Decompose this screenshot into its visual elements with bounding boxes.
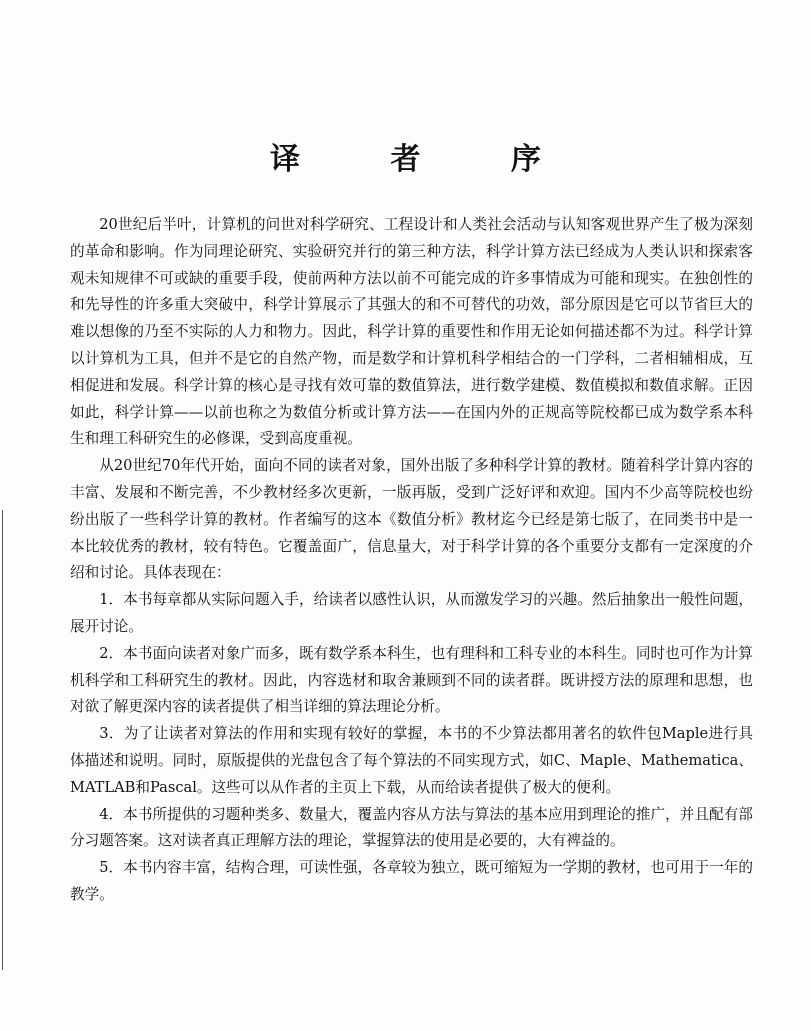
list-item-5: 5．本书内容丰富，结构合理，可读性强，各章较为独立，既可缩短为一学期的教材，也可用于一年的教学。	[70, 859, 753, 903]
paragraph: 20世纪后半叶，计算机的问世对科学研究、工程设计和人类社会活动与认知客观世界产生了极为深刻的革命和影响。作为同理论研究、实验研究并行的第三种方法，科学计算方法已经成为人类认识和探索客观未知规律不可或缺的重要手段，使前两种方法以前不可能完成的许多事情成为可能和现实。在独创性的和先导性的许多重大突破中，科学计算展示了其强大的和不可替代的功效，部分原因是它可以节省巨大的难以想像的乃至不实际的人力和物力。因此，科学计算的重要性和作用无论如何描述都不为过。科学计算以计算机为工具，但并不是它的自然产物，而是数学和计算机科学相结合的一门学科，二者相辅相成，互相促进和发展。科学计算的核心是寻找有效可靠的数值算法，进行数学建模、数值模拟和数值求解。正因如此，科学计算——以前也称之为数值分析或计算方法——在国内外的正规高等院校都已成为数学系本科生和理工科研究生的必修课，受到高度重视。	[70, 216, 753, 448]
list-item-2: 2．本书面向读者对象广而多，既有数学系本科生，也有理科和工科专业的本科生。同时也可作为计算机科学和工科研究生的教材。因此，内容选材和取舍兼顾到不同的读者群。既讲授方法的原理和思想，也对欲了解更深内容的读者提供了相当详细的算法理论分析。	[70, 644, 753, 716]
list-item-1: 1．本书每章都从实际问题入手，给读者以感性认识，从而激发学习的兴趣。然后抽象出一般性问题，展开讨论。	[70, 591, 753, 635]
page-title: 译 者 序	[270, 142, 581, 177]
list-item-4: 4．本书所提供的习题种类多、数量大，覆盖内容从方法与算法的基本应用到理论的推广，并且配有部分习题答案。这对读者真正理解方法的理论，掌握算法的使用是必要的，大有裨益的。	[70, 805, 753, 850]
scan-edge-line	[2, 510, 3, 970]
list-item-3: 3．为了让读者对算法的作用和实现有较好的掌握，本书的不少算法都用著名的软件包Maple进行具体描述和说明。同时，原版提供的光盘包含了每个算法的不同实现方式，如C、Maple、Mathematica、MATLAB和Pascal。这些可以从作者的主页上下载，从而给读者提供了极大的便利。	[70, 725, 753, 796]
paragraph: 从20世纪70年代开始，面向不同的读者对象，国外出版了多种科学计算的教材。随着科学计算内容的丰富、发展和不断完善，不少教材经多次更新，一版再版，受到广泛好评和欢迎。国内不少高等院校也纷纷出版了一些科学计算的教材。作者编写的这本《数值分析》教材迄今已经是第七版了，在同类书中是一本比较优秀的教材，较有特色。它覆盖面广，信息量大，对于科学计算的各个重要分支都有一定深度的介绍和讨论。具体表现在：	[70, 457, 753, 582]
preface-body	[70, 212, 753, 909]
